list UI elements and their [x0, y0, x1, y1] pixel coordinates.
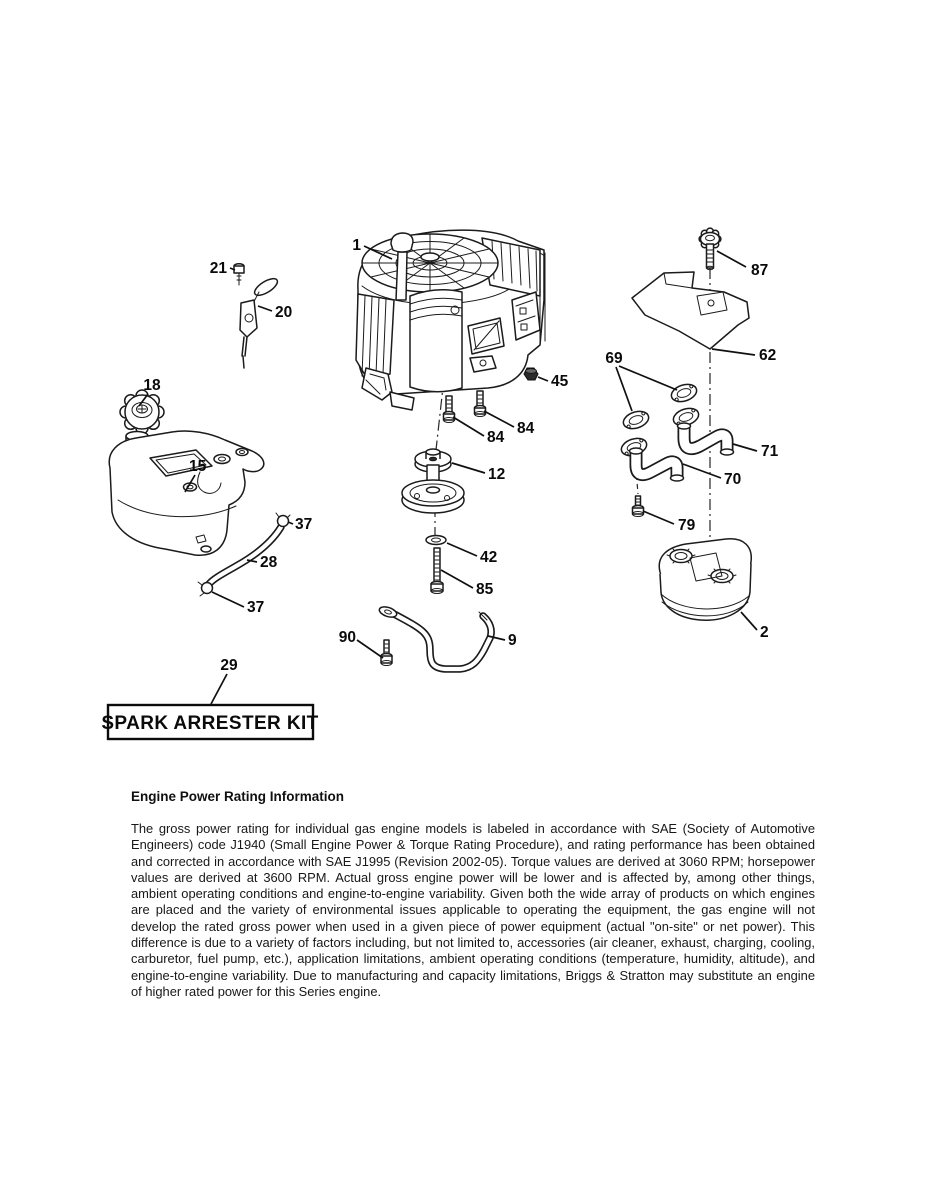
knob-bolt-illustration [699, 228, 721, 270]
part-label-21: 21 [209, 260, 227, 277]
part-label-84b: 84 [487, 429, 505, 446]
support-rod-illustration [378, 605, 491, 669]
muffler-illustration [659, 539, 751, 620]
part-label-18: 18 [143, 377, 161, 394]
engine-power-rating-section [131, 789, 815, 1000]
part-label-90: 90 [338, 629, 356, 646]
part-label-45: 45 [551, 373, 569, 390]
mounting-bolt-left-illustration [444, 396, 455, 423]
part-label-15: 15 [189, 458, 207, 475]
bolt-21-illustration [234, 264, 244, 285]
washer-illustration [426, 536, 446, 545]
part-label-28: 28 [260, 554, 278, 571]
part-label-62: 62 [759, 347, 777, 364]
engine-power-rating-body: The gross power rating for individual gas engine models is labeled in accordance with SAE (Society of Automotive Engineers) code J1940 (Small Engine Power & Torque Rating Procedure), and rating performance has been obtained and corrected in accordance with SAE J1995 (Revision 2002-05). Torque values are derived at 3060 RPM; horsepower values are derived at 3600 RPM. Actual gross engine power will be lower and is affected by, among other things, ambient operating conditions and engine-to-engine variability. Given both the wide array of products on which engines are placed and the variety of environmental issues applicable to operating the equipment, the gas engine will not develop the rated gross power when used in a given piece of power equipment (actual "on-site" or net power). This difference is due to a variety of factors including, but not limited to, accessories (air cleaner, exhaust, charging, cooling, carburetor, fuel pump, etc.), application limitations, ambient operating conditions (temperature, humidity, altitude), and engine-to-engine variability. Due to manufacturing and capacity limitations, Briggs & Stratton may substitute an engine of higher rated power for this Series engine. [131, 821, 815, 999]
spark-arrester-kit-box [101, 705, 318, 739]
part-label-42: 42 [480, 549, 498, 566]
part-label-37b: 37 [247, 599, 265, 616]
mounting-bolt-right-illustration [475, 391, 486, 417]
bolt-90-illustration [381, 640, 392, 666]
heat-shield-illustration [632, 272, 749, 349]
fuel-tank-illustration [109, 431, 264, 555]
part-label-37a: 37 [295, 516, 313, 533]
pulley-illustration [402, 449, 464, 513]
dipstick-assembly-illustration [240, 275, 280, 368]
part-label-79: 79 [678, 517, 696, 534]
engine-illustration [356, 230, 545, 410]
part-label-84a: 84 [517, 420, 535, 437]
part-label-1: 1 [352, 237, 361, 254]
part-label-70: 70 [724, 471, 742, 488]
nut-45-illustration [524, 368, 538, 380]
exhaust-pipe-upper-illustration [678, 423, 734, 455]
part-label-2: 2 [760, 624, 769, 641]
hose-clamp-upper-illustration [276, 513, 290, 527]
part-label-85: 85 [476, 581, 494, 598]
exhaust-pipe-lower-illustration [630, 448, 684, 481]
part-label-9: 9 [508, 632, 517, 649]
part-label-87: 87 [751, 262, 769, 279]
hose-clamp-lower-illustration [198, 582, 213, 596]
part-label-71: 71 [761, 443, 779, 460]
part-label-12: 12 [488, 466, 506, 483]
spark-arrester-kit-label: SPARK ARRESTER KIT [101, 713, 319, 734]
engine-power-rating-heading: Engine Power Rating Information [131, 789, 345, 804]
part-label-20: 20 [275, 304, 293, 321]
part-label-69: 69 [605, 350, 623, 367]
bolt-79-illustration [633, 496, 644, 517]
part-label-29: 29 [220, 657, 238, 674]
